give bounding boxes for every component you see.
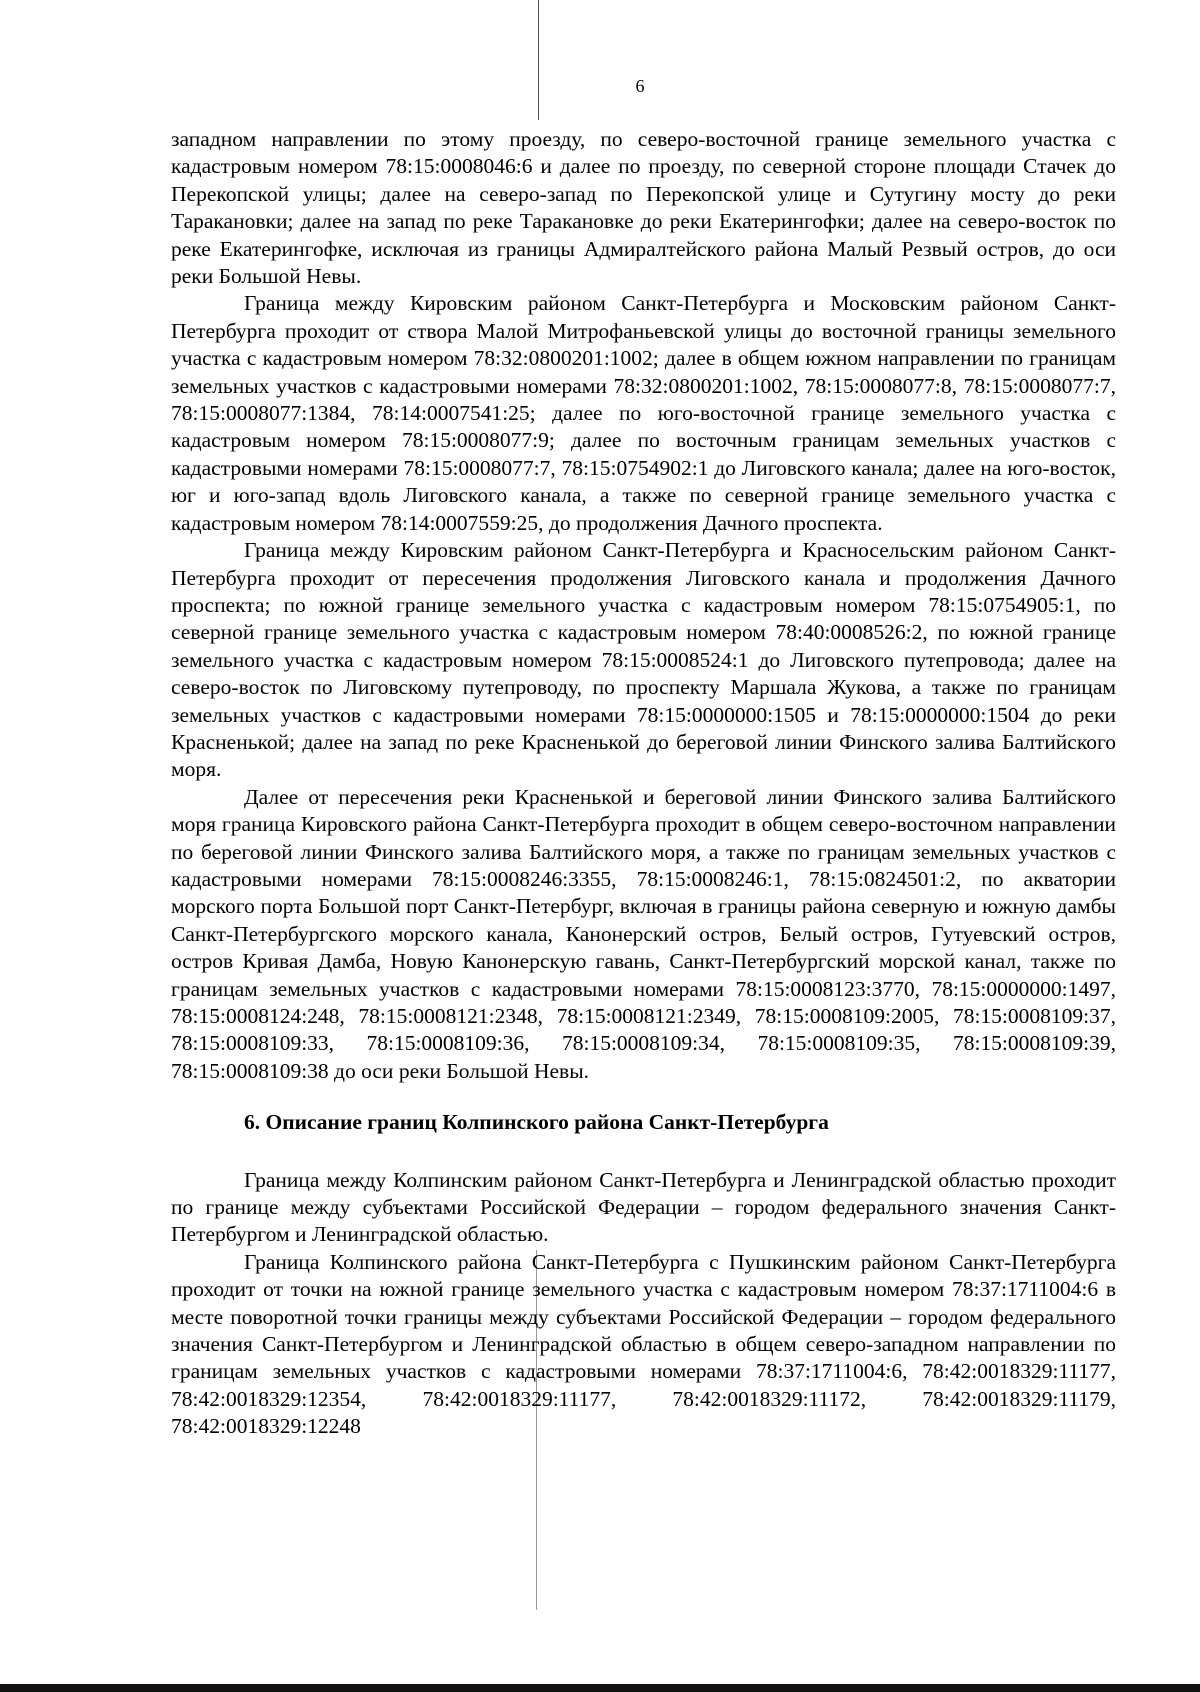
page-number: 6 — [635, 76, 645, 96]
scan-bottom-edge — [0, 1684, 1200, 1692]
paragraph-kirovsky-krasnoselsky: Граница между Кировским районом Санкт-Петербурга и Красносельским районом Санкт-Петербурга проходит от пересечения продолжения Лиговского канала и продолжения Дачного проспекта; по южной границе земельного участка с кадастровым номером 78:15:0754905:1, по северной границе земельного участка с кадастровым номером 78:40:0008526:2, по южной границе земельного участка с кадастровым номером 78:15:0008524:1 до Лиговского путепровода; далее на северо-восток по Лиговскому путепроводу, по проспекту Маршала Жукова, а также по границам земельных участков с кадастровыми номерами 78:15:0000000:1505 и 78:15:0000000:1504 до реки Красненькой; далее на запад по реке Красненькой до береговой линии Финского залива Балтийского моря. — [171, 538, 1116, 782]
scan-fold-line — [538, 0, 539, 120]
section-heading: 6. Описание границ Колпинского района Санкт-Петербурга — [244, 1110, 829, 1135]
paragraph-continuation: западном направлении по этому проезду, по северо-восточной границе земельного участка с кадастровым номером 78:15:0008046:6 и далее по проезду, по северной стороне площади Стачек до Перекопской улицы; далее на северо-запад по Перекопской улице и Сутугину мосту до реки Таракановки; далее на запад по реке Таракановке до реки Екатерингофки; далее на северо-восток по реке Екатерингофке, исключая из границы Адмиралтейского района Малый Резвый остров, до оси реки Большой Невы. — [171, 127, 1116, 289]
paragraph-kolpinsky-pushkinsky: Граница Колпинского района Санкт-Петербурга с Пушкинским районом Санкт-Петербурга проходит от точки на южной границе земельного участка с кадастровым номером 78:37:1711004:6 в месте поворотной точки границы между субъектами Российской Федерации – городом федерального значения Санкт-Петербургом и Ленинградской областью в общем северо-западном направлении по границам земельных участков с кадастровыми номерами 78:37:1711004:6, 78:42:0018329:11177, 78:42:0018329:12354, 78:42:0018329:11177, 78:42:0018329:11172, 78:42:0018329:11179, 78:42:0018329:12248 — [171, 1249, 1116, 1439]
document-body — [171, 126, 1116, 1441]
paragraph-kirovsky-moskovsky: Граница между Кировским районом Санкт-Петербурга и Московским районом Санкт-Петербурга проходит от створа Малой Митрофаньевской улицы до восточной границы земельного участка с кадастровым номером 78:32:0800201:1002; далее в общем южном направлении по границам земельных участков с кадастровыми номерами 78:32:0800201:1002, 78:15:0008077:8, 78:15:0008077:7, 78:15:0008077:1384, 78:14:0007541:25; далее по юго-восточной границе земельного участка с кадастровым номером 78:15:0008077:9; далее по восточным границам земельных участков с кадастровыми номерами 78:15:0008077:7, 78:15:0754902:1 до Лиговского канала; далее на юго-восток, юг и юго-запад вдоль Лиговского канала, а также по северной границе земельного участка с кадастровым номером 78:14:0007559:25, до продолжения Дачного проспекта. — [171, 291, 1116, 535]
paragraph-kirovsky-coastline: Далее от пересечения реки Красненькой и береговой линии Финского залива Балтийского моря граница Кировского района Санкт-Петербурга проходит в общем северо-восточном направлении по береговой линии Финского залива Балтийского моря, а также по границам земельных участков с кадастровыми номерами 78:15:0008246:3355, 78:15:0008246:1, 78:15:0824501:2, по акватории морского порта Большой порт Санкт-Петербург, включая в границы района северную и южную дамбы Санкт-Петербургского морского канала, Канонерский остров, Белый остров, Гутуевский остров, остров Кривая Дамба, Новую Канонерскую гавань, Санкт-Петербургский морской канал, также по границам земельных участков с кадастровыми номерами 78:15:0008123:3770, 78:15:0000000:1497, 78:15:0008124:248, 78:15:0008121:2348, 78:15:0008121:2349, 78:15:0008109:2005, 78:15:0008109:37, 78:15:0008109:33, 78:15:0008109:36, 78:15:0008109:34, 78:15:0008109:35, 78:15:0008109:39, 78:15:0008109:38 до оси реки Большой Невы. — [171, 784, 1116, 1083]
paragraph-kolpinsky-leningrad: Граница между Колпинским районом Санкт-Петербурга и Ленинградской областью проходит по границе между субъектами Российской Федерации – городом федерального значения Санкт-Петербургом и Ленинградской областью. — [171, 1167, 1116, 1247]
